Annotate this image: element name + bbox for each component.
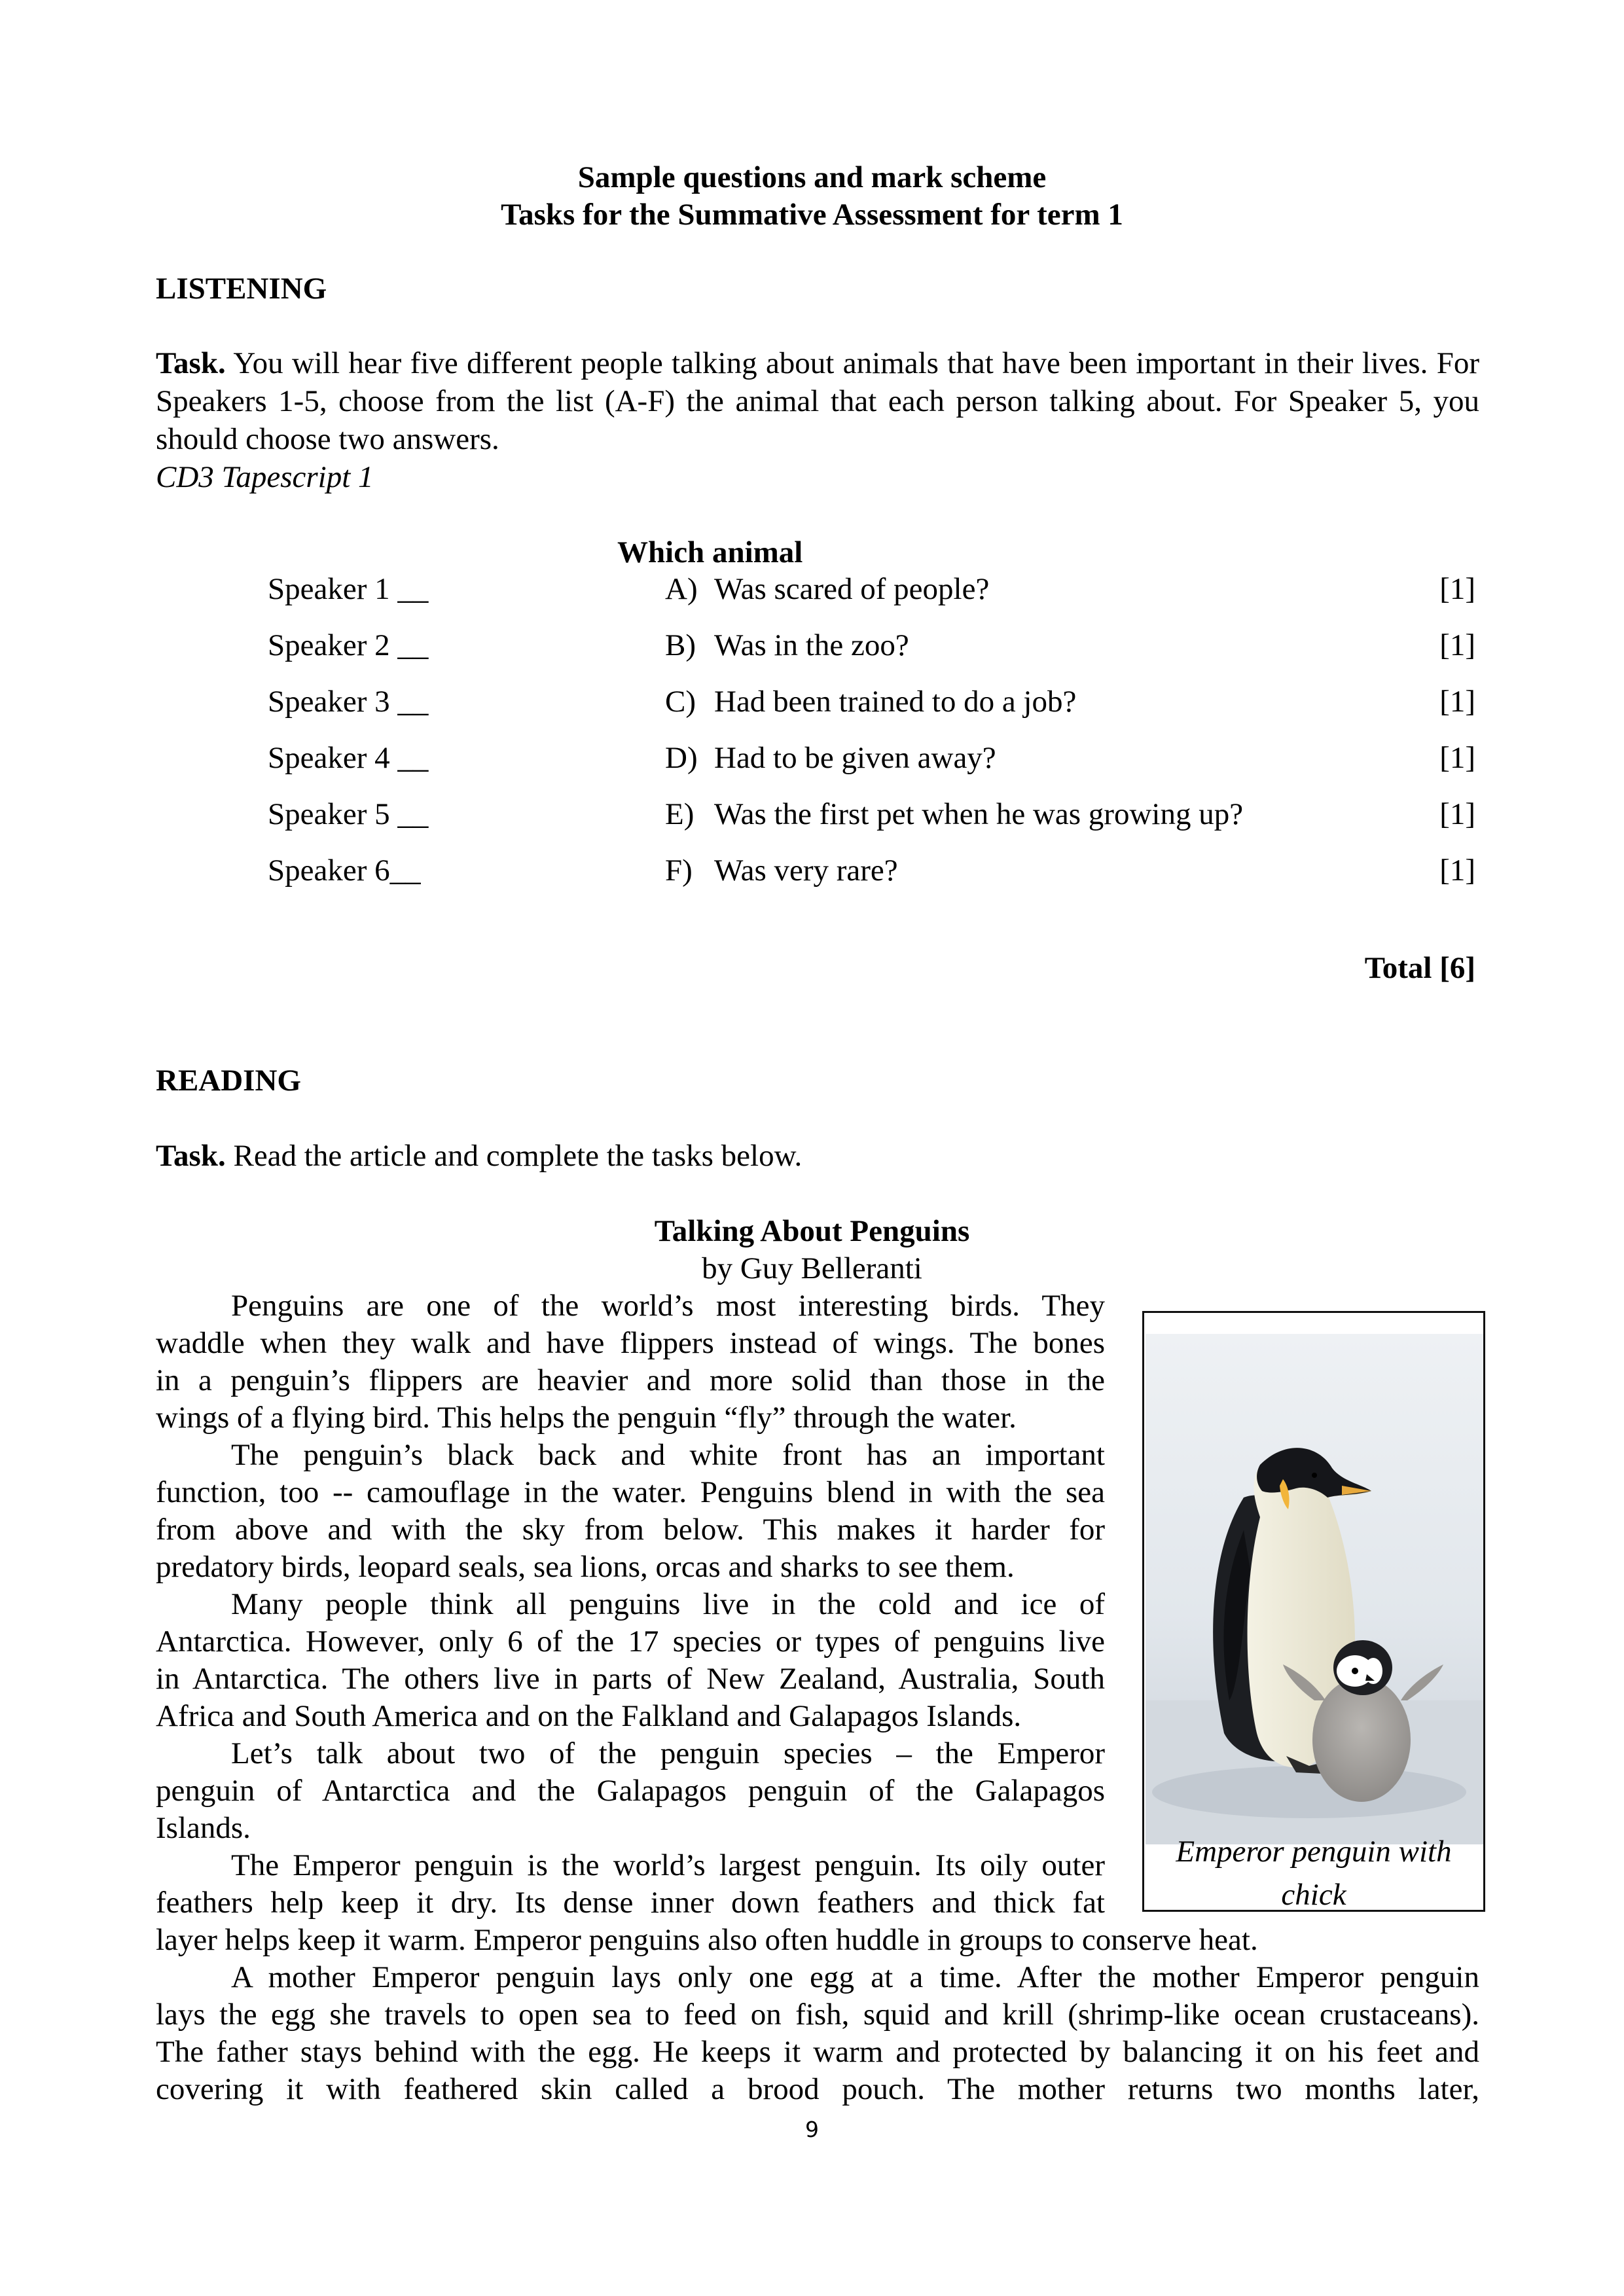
- article-line: penguin of Antarctica and the Galapagos penguin of the Galapagos: [156, 1774, 1105, 1808]
- option-letter: B): [665, 628, 696, 662]
- option-letter: F): [665, 853, 693, 888]
- speaker-label: Speaker 1 __: [268, 572, 429, 606]
- figure-caption: [1144, 1830, 1483, 1916]
- option-letter: C): [665, 685, 696, 719]
- speaker-label: Speaker 2 __: [268, 628, 429, 662]
- listening-heading: LISTENING: [156, 272, 327, 306]
- total-marks: Total [6]: [1364, 951, 1475, 985]
- option-text: Was very rare?: [714, 853, 898, 888]
- article-line: function, too -- camouflage in the water. Penguins blend in with the sea: [156, 1475, 1105, 1509]
- mark-value: [1]: [1439, 572, 1475, 606]
- speaker-label: Speaker 4 __: [268, 741, 429, 775]
- task-label: Task.: [156, 1139, 226, 1173]
- article-line: Penguins are one of the world’s most interesting birds. They: [231, 1289, 1105, 1323]
- article-line: A mother Emperor penguin lays only one egg at a time. After the mother Emperor penguin: [231, 1960, 1479, 1994]
- article-line: feathers help keep it dry. Its dense inner down feathers and thick fat: [156, 1886, 1105, 1920]
- question-heading: Which animal: [617, 535, 803, 569]
- option-text: Was the first pet when he was growing up?: [714, 797, 1244, 831]
- article-line: Africa and South America and on the Falkland and Galapagos Islands.: [156, 1699, 1022, 1733]
- option-letter: A): [665, 572, 698, 606]
- reading-heading: READING: [156, 1064, 301, 1098]
- article-line: covering it with feathered skin called a brood pouch. The mother returns two months later,: [156, 2072, 1479, 2106]
- article-line: The Emperor penguin is the world’s largest penguin. Its oily outer: [231, 1848, 1105, 1882]
- figure-frame: [1142, 1311, 1485, 1912]
- article-line: Islands.: [156, 1811, 251, 1845]
- speaker-label: Speaker 3 __: [268, 685, 429, 719]
- mark-value: [1]: [1439, 685, 1475, 719]
- reading-task-instructions: [156, 1137, 802, 1175]
- task-text: You will hear five different people talking about animals that have been important in their lives. For Speakers 1-5, choose from the list (A-F) the animal that each person talking about. For Speaker 5, you should choose two answers.: [156, 346, 1479, 456]
- speaker-label: Speaker 5 __: [268, 797, 429, 831]
- option-letter: E): [665, 797, 695, 831]
- document-title: Sample questions and mark scheme: [577, 160, 1047, 194]
- listening-task-instructions: [156, 344, 1479, 458]
- article-line: lays the egg she travels to open sea to feed on fish, squid and krill (shrimp-like ocean crustaceans).: [156, 1998, 1479, 2032]
- article-line: waddle when they walk and have flippers instead of wings. The bones: [156, 1326, 1105, 1360]
- article-author: by Guy Belleranti: [702, 1251, 922, 1285]
- article-line: in a penguin’s flippers are heavier and more solid than those in the: [156, 1363, 1105, 1397]
- mark-value: [1]: [1439, 797, 1475, 831]
- article-line: wings of a flying bird. This helps the penguin “fly” through the water.: [156, 1401, 1017, 1435]
- document-subtitle: Tasks for the Summative Assessment for term 1: [501, 198, 1123, 232]
- article-line: from above and with the sky from below. This makes it harder for: [156, 1513, 1105, 1547]
- article-line: predatory birds, leopard seals, sea lions, orcas and sharks to see them.: [156, 1550, 1015, 1584]
- article-line: Let’s talk about two of the penguin species – the Emperor: [231, 1736, 1105, 1770]
- mark-value: [1]: [1439, 741, 1475, 775]
- option-text: Had to be given away?: [714, 741, 996, 775]
- article-line: in Antarctica. The others live in parts of New Zealand, Australia, South: [156, 1662, 1105, 1696]
- article-line: layer helps keep it warm. Emperor penguins also often huddle in groups to conserve heat.: [156, 1923, 1258, 1957]
- article-line: The father stays behind with the egg. He keeps it warm and protected by balancing it on his feet and: [156, 2035, 1479, 2069]
- caption-line: chick: [1281, 1878, 1346, 1912]
- caption-line: Emperor penguin with: [1176, 1835, 1452, 1869]
- article-title: Talking About Penguins: [654, 1214, 970, 1248]
- article-line: The penguin’s black back and white front has an important: [231, 1438, 1105, 1472]
- option-text: Had been trained to do a job?: [714, 685, 1077, 719]
- task-text: Read the article and complete the tasks below.: [233, 1139, 803, 1173]
- article-line: Many people think all penguins live in the cold and ice of: [231, 1587, 1105, 1621]
- option-text: Was scared of people?: [714, 572, 990, 606]
- mark-value: [1]: [1439, 628, 1475, 662]
- mark-value: [1]: [1439, 853, 1475, 888]
- task-label: Task.: [156, 346, 226, 380]
- page-number: 9: [805, 2117, 819, 2142]
- speaker-label: Speaker 6__: [268, 853, 421, 888]
- emperor-penguin-photo: [1146, 1334, 1483, 1844]
- tapescript-reference: CD3 Tapescript 1: [156, 460, 374, 494]
- option-letter: D): [665, 741, 698, 775]
- option-text: Was in the zoo?: [714, 628, 909, 662]
- article-line: Antarctica. However, only 6 of the 17 species or types of penguins live: [156, 1624, 1105, 1659]
